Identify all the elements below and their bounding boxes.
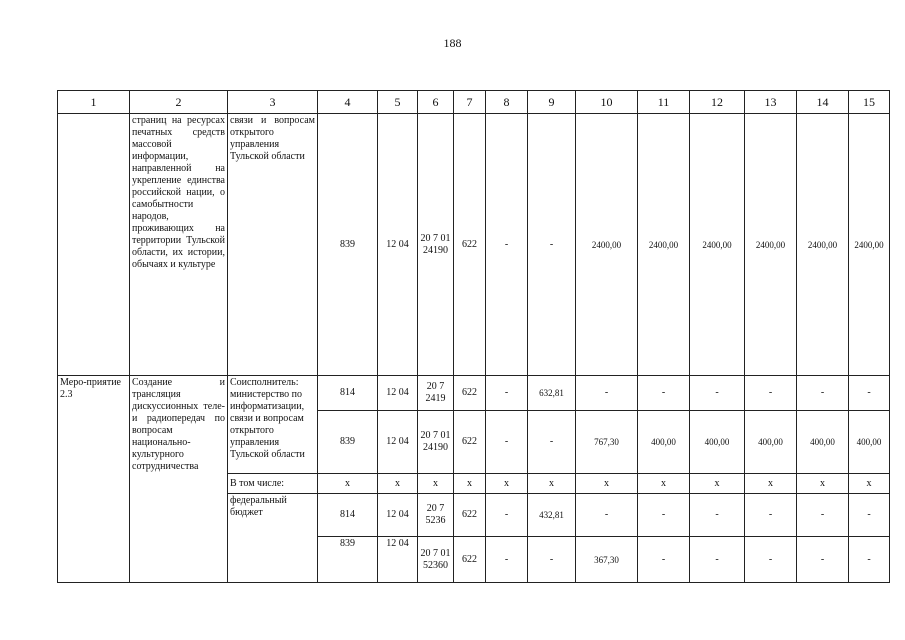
cell-col11: - [638,494,690,537]
cell-col14: - [797,494,849,537]
header-row [58,91,890,114]
header-cell: 9 [528,91,576,114]
header-cell: 14 [797,91,849,114]
cell-col14: - [797,537,849,583]
cell-col6: 20 7 01 24190 [418,411,454,474]
cell-col12: - [690,376,745,411]
cell-col11: - [638,537,690,583]
cell-col10: - [576,494,638,537]
cell-col11: 2400,00 [638,114,690,376]
cell-col11: 400,00 [638,411,690,474]
header-cell: 15 [849,91,890,114]
cell-col14: 400,00 [797,411,849,474]
cell-col5: 12 04 [378,376,418,411]
cell-col4: 839 [318,114,378,376]
cell-col8: x [486,474,528,494]
cell-col9: - [528,411,576,474]
cell-col10: 767,30 [576,411,638,474]
cell-col6: 20 7 2419 [418,376,454,411]
cell-col8: - [486,376,528,411]
cell-col13: x [745,474,797,494]
cell-col10: 2400,00 [576,114,638,376]
header-cell: 13 [745,91,797,114]
executor-cell: связи и вопросам открытого управления Тульской области [228,114,318,376]
header-cell: 3 [228,91,318,114]
cell-col6: 20 7 01 24190 [418,114,454,376]
cell-col7: 622 [454,537,486,583]
header-cell: 10 [576,91,638,114]
cell-col12: x [690,474,745,494]
cell-col10: 367,30 [576,537,638,583]
header-cell: 1 [58,91,130,114]
cell-col15: - [849,494,890,537]
cell-col15: x [849,474,890,494]
budget-table [57,90,890,583]
cell-col4: 814 [318,494,378,537]
header-cell: 5 [378,91,418,114]
cell-col4: 839 [318,411,378,474]
cell-col9: 632,81 [528,376,576,411]
cell-col4: x [318,474,378,494]
executor-cell: федеральный бюджет [228,494,318,583]
empty-cell [58,114,130,376]
cell-col5: 12 04 [378,114,418,376]
measure-description: страниц на ресурсах печатных средств массовой информации, направленной на укрепление единства российской нации, о самобытности народов, проживающих на территории Тульской области, их истории, обычаях и культуре [130,114,228,376]
header-cell: 4 [318,91,378,114]
header-cell: 11 [638,91,690,114]
cell-col13: 2400,00 [745,114,797,376]
cell-col15: - [849,537,890,583]
cell-col6: 20 7 01 52360 [418,537,454,583]
header-cell: 12 [690,91,745,114]
cell-col4: 814 [318,376,378,411]
cell-col7: 622 [454,411,486,474]
measure-description: Создание и трансляция дискуссионных теле- и радиопередач по вопросам национально-культурного сотрудничества [130,376,228,583]
cell-col12: - [690,494,745,537]
cell-col5: 12 04 [378,537,418,583]
executor-cell: В том числе: [228,474,318,494]
cell-col15: 400,00 [849,411,890,474]
cell-col15: - [849,376,890,411]
cell-col6: x [418,474,454,494]
cell-col5: 12 04 [378,411,418,474]
cell-col13: - [745,537,797,583]
cell-col12: 400,00 [690,411,745,474]
table-row [58,376,890,411]
measure-number: Меро-приятие 2.3 [58,376,130,583]
cell-col7: x [454,474,486,494]
cell-col7: 622 [454,494,486,537]
cell-col8: - [486,537,528,583]
cell-col13: - [745,376,797,411]
cell-col10: - [576,376,638,411]
cell-col9: - [528,537,576,583]
cell-col14: x [797,474,849,494]
cell-col12: - [690,537,745,583]
cell-col12: 2400,00 [690,114,745,376]
header-cell: 7 [454,91,486,114]
cell-col8: - [486,411,528,474]
cell-col9: 432,81 [528,494,576,537]
cell-col5: 12 04 [378,494,418,537]
cell-col13: - [745,494,797,537]
cell-col8: - [486,114,528,376]
cell-col9: - [528,114,576,376]
cell-col6: 20 7 5236 [418,494,454,537]
cell-col4: 839 [318,537,378,583]
table-row [58,114,890,376]
cell-col11: x [638,474,690,494]
cell-col10: x [576,474,638,494]
cell-col9: x [528,474,576,494]
cell-col8: - [486,494,528,537]
cell-col7: 622 [454,114,486,376]
page-number: 188 [443,36,462,50]
cell-col15: 2400,00 [849,114,890,376]
header-cell: 8 [486,91,528,114]
cell-col14: - [797,376,849,411]
cell-col7: 622 [454,376,486,411]
cell-col13: 400,00 [745,411,797,474]
cell-col5: x [378,474,418,494]
executor-cell: Соисполнитель: министерство по информатизации, связи и вопросам открытого управления Тульской области [228,376,318,474]
cell-col14: 2400,00 [797,114,849,376]
header-cell: 2 [130,91,228,114]
cell-col11: - [638,376,690,411]
header-cell: 6 [418,91,454,114]
